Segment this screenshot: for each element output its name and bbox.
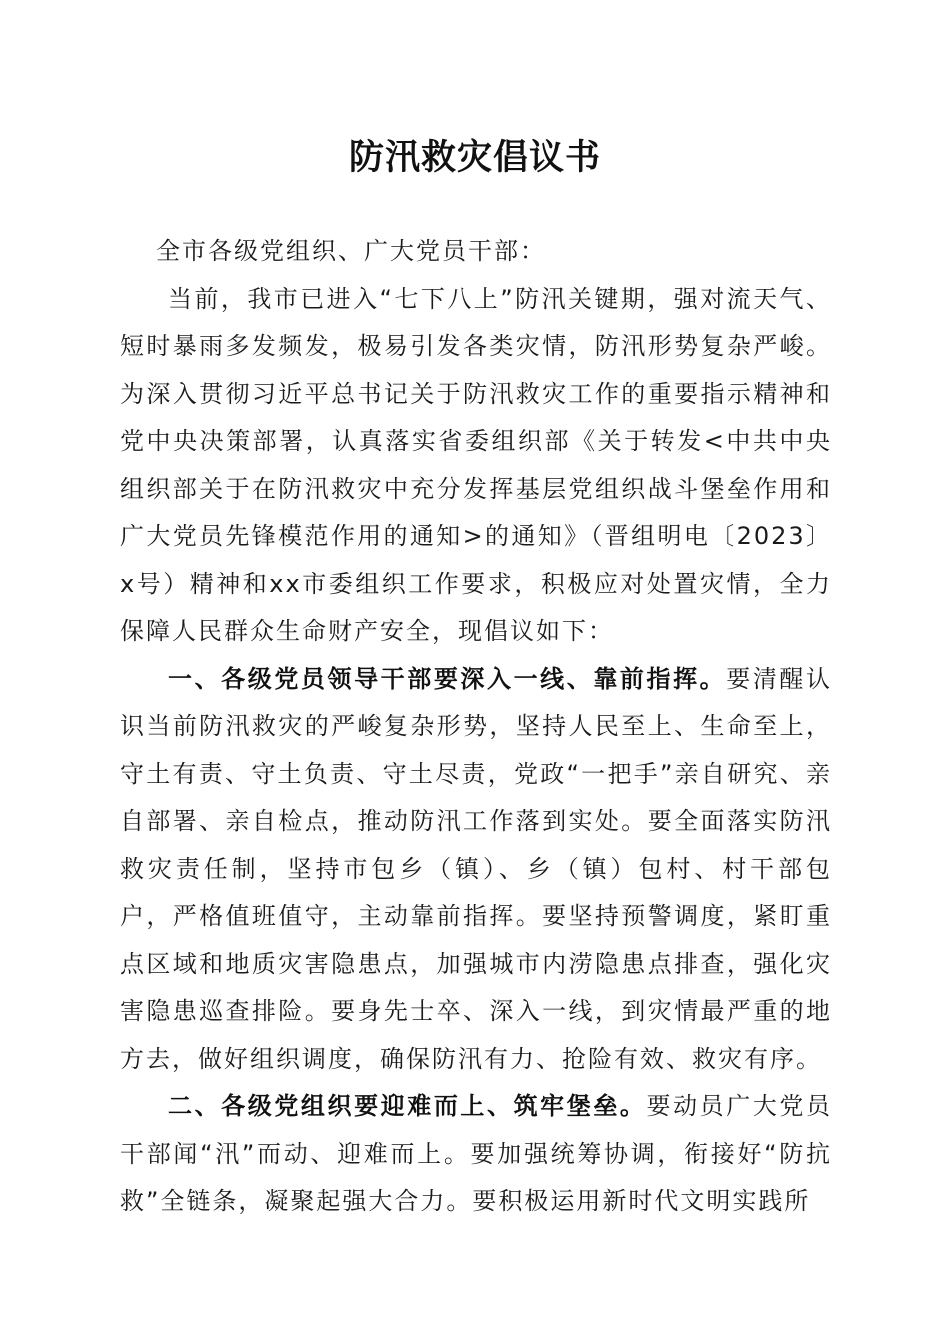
section-heading-1: 一、各级党员领导干部要深入一线、靠前指挥。 xyxy=(168,664,727,693)
section-body-2: 要动员广大党员干部闻“汛”而动、迎难而上。要加强统筹协调，衔接好“防抗救”全链条，凝聚起强大合力。要积极运用新时代文明实践所 xyxy=(120,1092,832,1215)
section-body-1: 要清醒认识当前防汛救灾的严峻复杂形势，坚持人民至上、生命至上，守土有责、守土负责、守土尽责，党政“一把手”亲自研究、亲自部署、亲自检点，推动防汛工作落到实处。要全面落实防汛救灾责任制，坚持市包乡（镇）、乡（镇）包村、村干部包户，严格值班值守，主动靠前指挥。要坚持预警调度，紧盯重点区域和地质灾害隐患点，加强城市内涝隐患点排查，强化灾害隐患巡查排险。要身先士卒、深入一线，到灾情最严重的地方去，做好组织调度，确保防汛有力、抢险有效、救灾有序。 xyxy=(120,664,832,1073)
section-paragraph-1 xyxy=(120,656,832,1084)
section-paragraph-2 xyxy=(120,1083,832,1226)
salutation: 全市各级党组织、广大党员干部： xyxy=(156,237,546,265)
document-title: 防汛救灾倡议书 xyxy=(348,137,601,178)
section-heading-2: 二、各级党组织要迎难而上、筑牢堡垒。 xyxy=(168,1092,647,1120)
document-body xyxy=(120,228,832,1226)
intro-paragraph: 当前，我市已进入“七下八上”防汛关键期，强对流天气、短时暴雨多发频发，极易引发各类灾情，防汛形势复杂严峻。为深入贯彻习近平总书记关于防汛救灾工作的重要指示精神和党中央决策部署，认真落实省委组织部《关于转发<中共中央组织部关于在防汛救灾中充分发挥基层党组织战斗堡垒作用和广大党员先锋模范作用的通知>的通知》（晋组明电〔2023〕x号）精神和xx市委组织工作要求，积极应对处置灾情，全力保障人民群众生命财产安全，现倡议如下： xyxy=(120,284,832,645)
